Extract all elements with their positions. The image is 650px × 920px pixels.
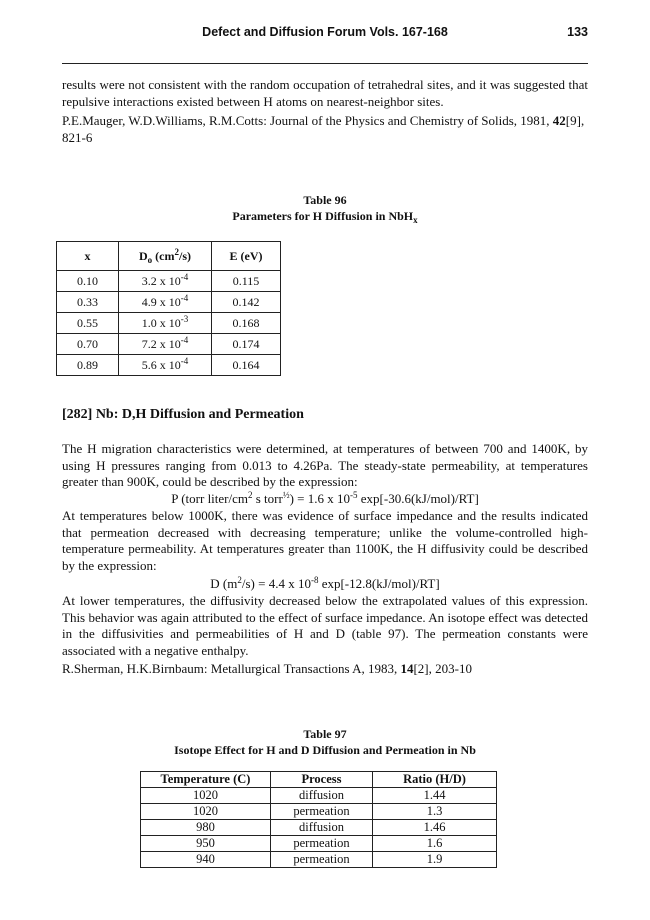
reference-authors: R.Sherman, H.K.Birnbaum: Metallurgical Transactions A, 1983, xyxy=(62,661,401,676)
reference-volume: 42 xyxy=(552,113,566,128)
permeability-equation: P (torr liter/$cm^2$ s torr$^{\frac{1}{2}}$) = 1.6 x $10^{-5}$ exp[-30.6(kJ/mol)/RT] xyxy=(171,490,479,506)
section-paragraph-1: The H migration characteristics were determined, at temperatures of between 700 and 1400K, by using H pressures ranging from 0.013 to 4.26Pa. The steady-state permeability, at temperatures greater than 900K, could be described by the expression: xyxy=(62,441,588,489)
table97-header-row xyxy=(141,772,497,788)
reference-pages: [9], 821-6 xyxy=(62,113,585,145)
reference-volume: 14 xyxy=(400,661,414,676)
table96-header-row xyxy=(57,242,281,271)
table96 xyxy=(56,241,281,376)
running-header xyxy=(62,22,588,46)
section-paragraph-3: At lower temperatures, the diffusivity decreased below the extrapolated values of this expression. This behavior was again attributed to the effect of surface impedance. An isotope effect was detected in the diffusivities and permeabilities of H and D (table 97). The permeation constants were associated with a negative enthalpy. xyxy=(62,593,588,658)
section-paragraph-2: At temperatures below 1000K, there was evidence of surface impedance and the results indicated that permeation decreased with decreasing temperature; unlike the volume-controlled high-temperature permeability. At temperatures greater than 1100K, the H diffusivity could be described by the expression: xyxy=(62,508,588,573)
journal-title: Defect and Diffusion Forum Vols. 167-168 xyxy=(202,25,448,39)
table97 xyxy=(140,771,497,868)
table96-title: Parameters for H Diffusion in NbH$_x$ xyxy=(232,209,418,225)
table-row: 1020 permeation 1.3 xyxy=(141,804,497,820)
table96-header-x: x xyxy=(57,242,119,271)
page-number: 133 xyxy=(567,25,588,39)
table97-number: Table 97 xyxy=(303,727,347,741)
table-row: 940 permeation 1.9 xyxy=(141,852,497,868)
section-reference xyxy=(62,661,588,678)
header-rule xyxy=(62,63,588,64)
table97-header-ratio: Ratio (H/D) xyxy=(373,772,497,788)
table-row: 0.55 1.0 x $10^{-3}$ 0.168 xyxy=(57,313,281,334)
table97-header-temperature: Temperature (C) xyxy=(141,772,271,788)
table-row: 0.70 7.2 x $10^{-4}$ 0.174 xyxy=(57,334,281,355)
table-row: 0.10 3.2 x $10^{-4}$ 0.115 xyxy=(57,271,281,292)
table96-header-d0: $D_o$ $(cm^2/s)$ xyxy=(119,242,212,271)
table96-number: Table 96 xyxy=(303,193,347,207)
intro-paragraph: results were not consistent with the random occupation of tetrahedral sites, and it was suggested that repulsive interactions existed between H atoms on nearest-neighbor sites. xyxy=(62,77,588,109)
table-row: 950 permeation 1.6 xyxy=(141,836,497,852)
table96-header-e: E (eV) xyxy=(212,242,281,271)
table-row: 0.33 4.9 x $10^{-4}$ 0.142 xyxy=(57,292,281,313)
table-row: 0.89 5.6 x $10^{-4}$ 0.164 xyxy=(57,355,281,376)
section-heading: [282] Nb: D,H Diffusion and Permeation xyxy=(62,407,304,422)
diffusivity-equation: D $(m^2/s) = 4.4$ x $10^{-8}$ exp[-12.8(kJ/mol)/RT] xyxy=(210,575,440,591)
table-row: 980 diffusion 1.46 xyxy=(141,820,497,836)
reference-pages: [2], 203-10 xyxy=(413,661,472,676)
table97-header-process: Process xyxy=(271,772,373,788)
intro-reference xyxy=(62,113,588,146)
table-row: 1020 diffusion 1.44 xyxy=(141,788,497,804)
table97-title: Isotope Effect for H and D Diffusion and Permeation in Nb xyxy=(174,743,476,757)
reference-authors: P.E.Mauger, W.D.Williams, R.M.Cotts: Journal of the Physics and Chemistry of Solids, 1981, xyxy=(62,113,553,128)
